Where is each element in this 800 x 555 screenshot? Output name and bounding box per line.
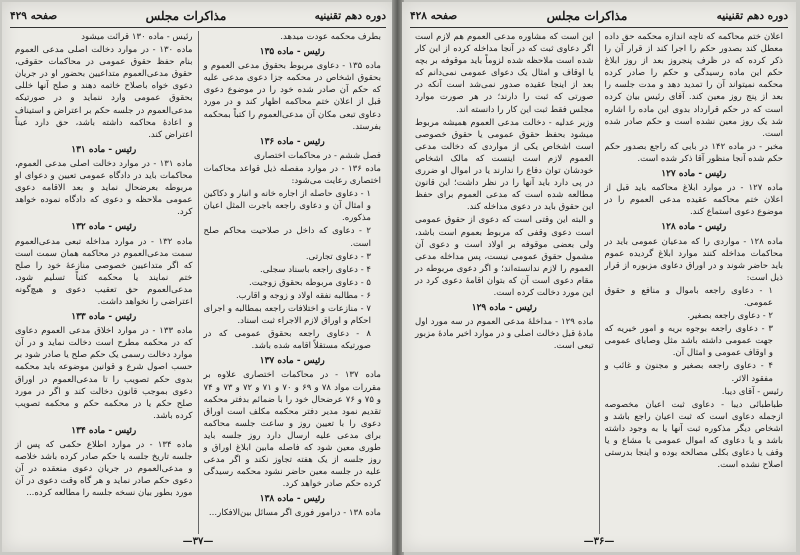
list-item: ۱ - دعاوی راجعه باموال و منافع و حقوق عمومی. xyxy=(604,285,773,308)
paragraph: ماده ۱۳۱ - در موارد دخالت اصلی مدعی العموم، محاکمات باید در دادگاه عمومی تعیین و دعوای او مربوطه بعرضحال نماید و بعد الاقامه دعوی عمومی ملاحظه و دعوی که دادگاه نموده خواهد کرد. xyxy=(15,158,193,218)
right-header-title: مذاکرات مجلس xyxy=(546,9,628,23)
left-page-header xyxy=(10,8,386,24)
paragraph: ماده ۱۲۷ - در موارد ابلاغ محاکمه باید قبل از اعلان ختم محاکمه عقیده مدعی العموم را در موضوع دعوی استماع کند. xyxy=(604,183,783,218)
paragraph: ماده ۱۳۰ - در موارد دخالت اصلی مدعی العموم بنام حفظ حقوق عمومی در محاکمات حقوقی، حقوق مدعی‌العموم متداعیین بحضور او در جریان دعوی خواه باصلاح خاتمه دهند و صلح آنها خللی بحقوق عمومی وارد ننماید و در صورتیکه مدعی‌العموم در جلسه حکم بر اعتراض و استیناف و اعادهٔ محاکمه داشته باشد، حق دارد عیناً اعتراض کند. xyxy=(15,45,193,140)
right-page-header xyxy=(410,8,788,24)
right-header-session: دوره دهم تقنینیه xyxy=(716,10,788,22)
paragraph: ماده ۱۳۲ - در موارد مداخله تبعی مدعی‌العموم سمت مدعی‌العموم در محاکمه همان سمت است که اگر متداعیین خصوصی منازعهٔ خود را صلح ختم نمایند یا محکمه کتباً تسلیم شود، مدعی‌العموم حق تعقیب دعوی و هیچ‌گونه اعتراضی را نخواهد داشت. xyxy=(15,236,193,307)
list-item: ۱ - دعاوی حاصله از اجاره خانه و انبار و دکاکین و امثال آن و دعاوی راجعه باجرت المثل اعیان مذکوره. xyxy=(203,189,371,224)
list-item: ۳ - دعاوی تجارتی. xyxy=(305,251,371,262)
list-item: ۴ - دعاوی راجعه بصغیر و مجنون و غائب و مفقود الاثر. xyxy=(604,361,773,384)
left-header-title: مذاکرات مجلس xyxy=(145,9,227,23)
paragraph: ماده ۱۲۹ - مداخلهٔ مدعی العموم در سه مورد اول مادهٔ قبل دخالت اصلی و در موارد اخیر مادهٔ مزبور تبعی است. xyxy=(415,317,594,352)
right-header-page-number: صفحه ۴۲۸ xyxy=(410,10,458,22)
right-page-column-right xyxy=(600,31,789,534)
list-item: ۵ - دعاوی مربوطه بحقوق زوجیت. xyxy=(248,277,371,288)
paragraph: فصل ششم - در محاکمات اختصاری xyxy=(254,150,381,161)
left-header-session: دوره دهم تقنینیه xyxy=(314,10,386,22)
article-heading: رئیس - ماده ۱۳۳ xyxy=(71,312,137,323)
paragraph: ماده ۱۳۸ - درامور فوری اگر مسائل بین‌الافکار... xyxy=(208,508,381,519)
left-page xyxy=(2,2,394,552)
paragraph: اعلان ختم محاکمه که تاچه اندازه محکمه حق داده معطل کند بصدور حکم را اجرا کند از قرار آن را ذکر کرده که در ظرف پنجروز بعد از روز ابلاغ حکم این ماده رسیدگی و حکم را صادر کرده محکمه نمیتواند آن را تمدید دهد و مدت جلسه را بعد از پنج روز معین کند. آقای رئیس بیان کرده است که در حکم قرارداد بدوی این ماده را اشاره شد یک روز معین نشده است و حکم صادر شده است. xyxy=(604,32,783,139)
paragraph: وزیر عدلیه - دخالت مدعی العموم همیشه مربوط میشود بحفظ حقوق عمومی یا حقوق خصوصی است اشخاص یکی از مواردی که دخالت مدعی العموم لازم است اینست که مالک اشخاص خودشان توان دفاع را ندارند یا در اموال او ضرری در پی دارد باید آنها را در نظر داشت؛ این قانون مطالعه شده است که مدعی العموم برای حفظ این حقوق باید در دعوی مداخله کند. xyxy=(415,117,594,213)
paragraph: ماده ۱۳۵ - دعاوی مربوط بحقوق مدعی العموم و بحقوق اشخاص در محکمه جزا دعوی مدعی علیه که حکم آن صادر شده خود را در موضوع دعوی قبل از اعلان ختم محاکمه اظهار کند و در مورد دعاوی تبعی مکان آن مدعی‌العموم را کتباً بمحکمه بفرستد. xyxy=(203,61,381,132)
left-page-footer-number: —۳۷— xyxy=(182,536,214,547)
article-heading: رئیس - ماده ۱۳۶ xyxy=(259,136,325,147)
paragraph: ماده ۱۲۸ - مواردی را که مدعیان عمومی باید در محاکمات مداخله کنند موارد ابلاغ گردیده عموم باید حاضر شوند و در اوراق دعاوی مزبوره از قرار ذیل است: xyxy=(604,236,783,283)
list-item: ۲ - دعاوی راجعه بصغیر. xyxy=(687,311,773,322)
right-header-rule xyxy=(410,27,788,28)
list-item: ۸ - دعاوی راجعه بحقوق عمومی که در صورتیکه مستقلاً اقامه شده باشد. xyxy=(203,329,371,352)
paragraph: رئیس - ماده ۱۳۰ قرائت میشود xyxy=(81,32,193,42)
right-page-footer xyxy=(402,536,796,550)
right-page-column-left xyxy=(410,31,599,534)
paragraph: ماده ۱۳۴ - در موارد اطلاع حکمی که پس از جلسه تاریخ جلسه یا حکم صادر کرده باشد خلاصه و مدعی‌العموم در جریان دعوی منعقده در آن دعوی حکم صادر نماید و هر گاه وقت دعوی در آن مورد بطور بیان نسخه جلسه را مطالعه کرده... xyxy=(15,440,193,499)
paragraph: ماده ۱۳۶ - در موارد مفصله ذیل قواعد محاکمات اختصاری رعایت می‌شود: xyxy=(203,163,381,187)
paragraph: ماده ۱۳۷ - در محاکمات اختصاری علاوه بر مقررات مواد ۷۸ و ۶۹ و ۷۰ و ۷۱ و ۷۲ و ۷۳ و ۷۴ و ۷۵ و ۷۶ عرضحال خود را با ضمائم بدفتر محکمه تقدیم نمود مدیر دفتر محکمه مکلف است اوراق دعوی را با تعیین روز و ساعت جلسه محاکمه برای مدعی علیه ارسال دارد روز جلسه باید طوری معین شود که فاصله مابین ابلاغ اوراق و روز جلسه از یک هفته تجاوز نکند و اگر مدعی علیه در جلسه معین حاضر نشود محکمه رسیدگی کرده حکم صادر خواهد کرد. xyxy=(203,370,381,490)
article-heading: رئیس - ماده ۱۳۵ xyxy=(259,47,325,58)
list-item: ۳ - دعاوی راجعه بوجوه بریه و امور خیریه که جهت عمومی داشته باشد مثل وصایای عمومی و اوقاف عمومی و امثال آن. xyxy=(604,324,773,359)
paragraph: و البته این وقتی است که دعوی از حقوق عمومی است دعوی وقفی که مربوط بعموم است باشد، ولی بعضی موقوفه بر اولاد است و دعوی آن مشمول حقوق عمومی نیست، پس مداخله مدعی العموم را لازم ندانسته‌اند؛ و اگر دعوی مربوطه در مقام دعوی است آن که بتوان اقامهٔ دعوی کرد در این مورد دخالت کرده است. xyxy=(415,215,594,298)
right-page-columns xyxy=(410,31,788,534)
article-heading: رئیس - ماده ۱۲۸ xyxy=(661,222,727,233)
list-item: ۶ - مطالبه نفقه اولاد و زوجه و اقارب. xyxy=(235,290,371,301)
paragraph: ماده ۱۳۳ - در موارد اخلاق مدعی العموم دعاوی که در محکمه مطرح است دخالت نماید و در آن موارد دخالت رسمی یک حکم صلح یا صادر شود بر حسب اصول شرع و قوانین موضوعه باید محکمه بدوی حکم تصویب را تا مدعی‌العموم در اوراق دعوی بموجب قانون دخالت کند و اگر در مورد صلح حکم یا در محکمه حکم و محکمه تصویب کرده باشد. xyxy=(15,326,193,421)
list-item: ۴ - دعاوی راجعه باسناد سجلی. xyxy=(260,264,371,275)
list-item: ۷ - منازعات و اختلافات راجعه بمطالبه و اجرای احکام و اوراق لازم الاجراء ثبت اسناد. xyxy=(203,303,371,327)
left-page-footer xyxy=(2,536,394,550)
paragraph: طباطبائی دیبا - دعاوی ثبت اعیان مخصوصه ازجمله دعاوی است که ثبت اعیان راجع باشد و اشخاص دیگر مذکوره ثبت آنها یا به وجود داشته باشد و یا دعاوی که اموال عمومی یا مشاع و یا وقف یا دعاوی بکلی مصالحه بوده و اینجا بدرستی اصلاح نشده است. xyxy=(604,399,783,471)
left-page-columns xyxy=(10,31,386,534)
article-heading: رئیس - ماده ۱۲۹ xyxy=(471,303,537,314)
paragraph: مخبر - در ماده ۱۴۲ در بابی که راجع بصدور حکم حکم شده آنجا منظور آقا ذکر شده است. xyxy=(604,141,783,164)
paragraph: رئیس - آقای دیبا. xyxy=(721,386,783,397)
article-heading: رئیس - ماده ۱۳۷ xyxy=(259,356,325,367)
article-heading: رئیس - ماده ۱۳۸ xyxy=(259,494,325,505)
left-page-column-right xyxy=(199,31,387,534)
list-item: ۲ - دعاوی که داخل در صلاحیت محاکم صلح است. xyxy=(203,226,371,249)
right-page xyxy=(402,2,796,552)
article-heading: رئیس - ماده ۱۳۲ xyxy=(71,222,137,233)
article-heading: رئیس - ماده ۱۳۴ xyxy=(71,425,137,436)
left-page-column-left xyxy=(10,31,198,534)
right-page-footer-number: —۳۶— xyxy=(583,536,615,547)
paragraph: این است که مشاوره مدعی العموم هم لازم است اگر دعاوی ثبت که در آنجا مداخله کرده از این کار شده است ملاحظه شده لزوماً باید موقوفه بر بچه یا اوقاف و امثال یک دعوای عمومی نمی‌دانم که بعد از اینجا عقیده صدور نمی‌شد است آنکه در صورتی که ثبت را دارند؛ در هر صورت موارد مجلس فقط ثبت این کار را دانسته اند. xyxy=(415,32,594,115)
paragraph: بطرف محکمه عودت میدهد. xyxy=(280,32,381,42)
left-header-rule xyxy=(10,27,386,28)
left-header-page-number: صفحه ۴۲۹ xyxy=(10,10,58,22)
article-heading: رئیس - ماده ۱۳۱ xyxy=(71,144,137,155)
article-heading: رئیس - ماده ۱۲۷ xyxy=(661,169,727,180)
